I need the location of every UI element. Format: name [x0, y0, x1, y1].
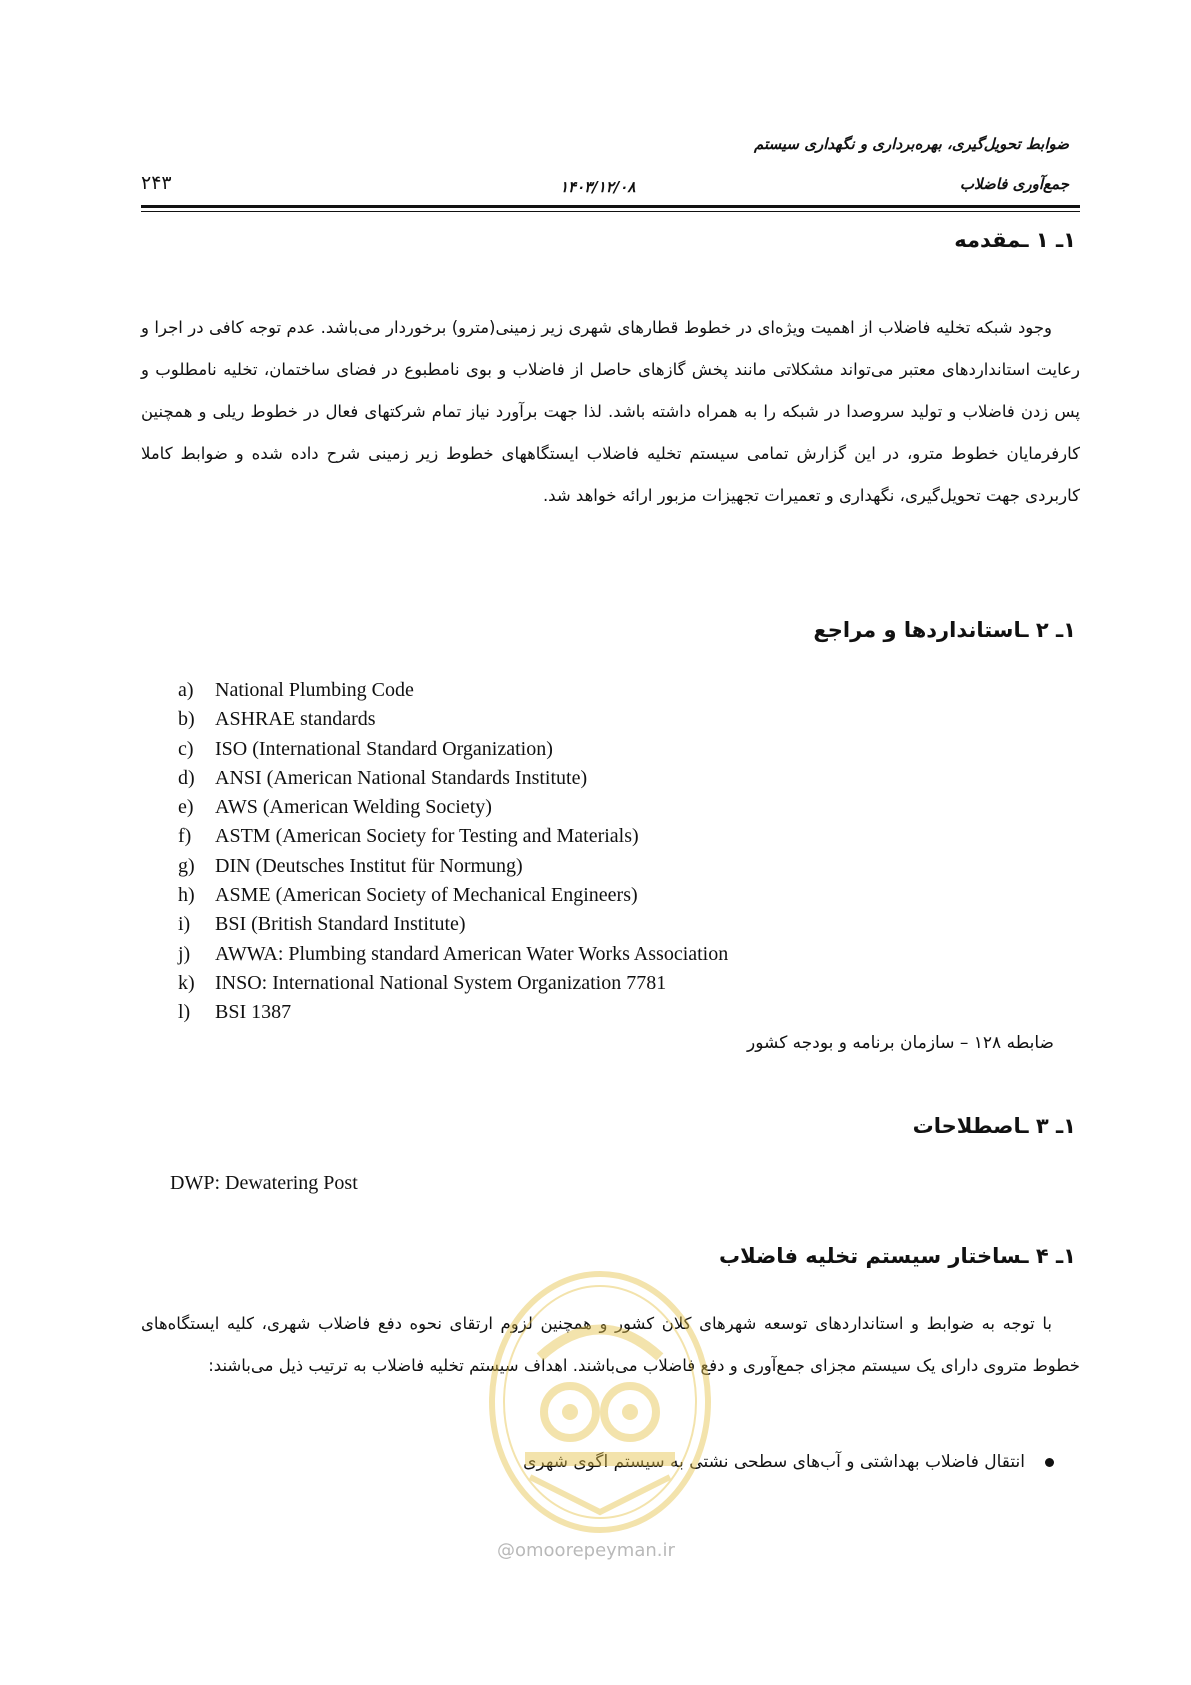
intro-paragraph: [141, 307, 1080, 517]
list-item-text: ASTM (American Society for Testing and Materials): [215, 825, 639, 848]
list-item: [178, 793, 728, 822]
list-item-text: AWWA: Plumbing standard American Water Works Association: [215, 942, 729, 965]
list-marker: h): [178, 884, 195, 907]
list-item-text: BSI 1387: [215, 1001, 292, 1024]
list-item-text: ASHRAE standards: [215, 708, 376, 731]
header-title-line2: جمع‌آوری فاضلاب: [959, 175, 1069, 193]
list-item: [178, 676, 728, 705]
list-item: [178, 735, 728, 764]
section-heading-intro: ۱ـ ۱ ـمقدمه: [954, 228, 1076, 252]
list-item: [178, 852, 728, 881]
list-marker: i): [178, 913, 191, 936]
list-item-text: National Plumbing Code: [215, 679, 414, 701]
list-item: [178, 881, 728, 910]
list-item: [178, 705, 728, 734]
list-item: [178, 969, 728, 998]
header-date: ۱۴۰۳/۱۲/۰۸: [560, 178, 636, 196]
section-heading-standards: ۱ـ ۲ ـاستانداردها و مراجع: [813, 618, 1076, 642]
watermark-url: @omoorepeyman.ir: [497, 1540, 675, 1561]
header-rule-thin: [141, 211, 1080, 212]
standards-list: [178, 676, 728, 1028]
list-item: [178, 998, 728, 1027]
list-marker: b): [178, 708, 195, 731]
intro-paragraph-text: وجود شبکه تخلیه فاضلاب از اهمیت ویژه‌ای در خطوط قطارهای شهری زیر زمینی(مترو) برخوردار می‌باشد. عدم توجه کافی در اجرا و رعایت استانداردهای معتبر می‌تواند مشکلاتی مانند پخش گازهای حاصل از فاضلاب و بوی نامطبوع در فضای ساختمان، تخلیه نامطلوب و پس زدن فاضلاب و تولید سروصدا در شبکه را به همراه داشته باشد. لذا جهت برآورد نیاز تمام شرکتهای فعال در خطوط ریلی و همچنین کارفرمایان خطوط مترو، در این گزارش تمامی سیستم تخلیه فاضلاب ایستگاههای خطوط زیر زمینی شرح داده شده و ضوابط کاملا کاربردی جهت تحویل‌گیری، نگهداری و تعمیرات تجهیزات مزبور ارائه خواهد شد.: [141, 318, 1080, 505]
page-number: ۲۴۳: [141, 172, 172, 194]
list-marker: a): [178, 679, 194, 701]
list-item-text: ASME (American Society of Mechanical Engineers): [215, 884, 638, 907]
bullet-dot-icon: [1045, 1458, 1054, 1467]
standards-extra-note: ضابطه ۱۲۸ – سازمان برنامه و بودجه کشور: [747, 1033, 1054, 1053]
section-heading-terms: ۱ـ ۳ ـاصطلاحات: [912, 1114, 1076, 1138]
list-marker: j): [178, 942, 191, 965]
list-marker: g): [178, 854, 195, 877]
header-rule-thick: [141, 205, 1080, 208]
list-item-text: BSI (British Standard Institute): [215, 913, 466, 936]
term-dwp: DWP: Dewatering Post: [170, 1172, 358, 1194]
list-item-text: INSO: International National System Organization 7781: [215, 971, 667, 994]
list-marker: d): [178, 766, 195, 789]
structure-paragraph-text: با توجه به ضوابط و استانداردهای توسعه شهرهای کلان کشور و همچنین لزوم ارتقای نحوه دفع فاضلاب شهری، کلیه ایستگاه‌های خطوط متروی دارای یک سیستم مجزای جمع‌آوری و دفع فاضلاب می‌باشند. اهداف سیستم تخلیه فاضلاب به ترتیب ذیل می‌باشند:: [141, 1314, 1080, 1375]
list-item: [178, 764, 728, 793]
list-marker: e): [178, 796, 194, 819]
list-marker: c): [178, 737, 194, 760]
list-marker: f): [178, 825, 192, 848]
list-item-text: ISO (International Standard Organization): [215, 737, 553, 760]
list-item-text: DIN (Deutsches Institut für Normung): [215, 854, 523, 877]
list-item: [178, 940, 728, 969]
section-heading-structure: ۱ـ ۴ ـساختار سیستم تخلیه فاضلاب: [718, 1244, 1076, 1268]
list-marker: k): [178, 971, 195, 994]
list-marker: l): [178, 1001, 191, 1024]
structure-bullet-text: انتقال فاضلاب بهداشتی و آب‌های سطحی نشتی به سیستم اگوی شهری: [523, 1452, 1025, 1472]
list-item: [178, 822, 728, 851]
list-item: [178, 910, 728, 939]
header-title-line1: ضوابط تحویل‌گیری، بهره‌برداری و نگهداری سیستم: [754, 135, 1069, 153]
list-item-text: AWS (American Welding Society): [215, 796, 492, 819]
watermark-logo-icon: [480, 1262, 720, 1542]
list-item-text: ANSI (American National Standards Institute): [215, 766, 588, 789]
